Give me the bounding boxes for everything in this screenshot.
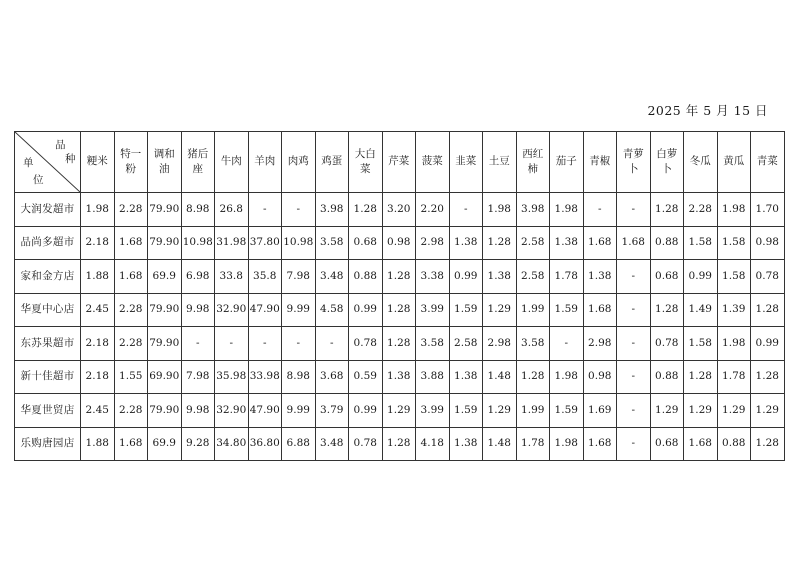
column-header (650, 132, 684, 193)
price-cell: - (215, 327, 249, 361)
price-cell: 1.58 (684, 226, 718, 260)
column-header-label: 芹菜 (388, 155, 410, 168)
column-header-label: 猪后座 (187, 147, 209, 175)
price-cell: 1.29 (684, 394, 718, 428)
corner-label-dan: 单 (23, 157, 34, 169)
store-name-cell: 大润发超市 (15, 193, 81, 227)
store-name-cell: 家和金方店 (15, 260, 81, 294)
price-cell: - (248, 193, 282, 227)
table-row (15, 427, 785, 461)
price-cell: 1.78 (717, 360, 751, 394)
column-header (684, 132, 718, 193)
price-cell: 1.28 (483, 226, 517, 260)
price-cell: 0.78 (751, 260, 785, 294)
price-cell: 0.68 (349, 226, 383, 260)
price-cell: 33.8 (215, 260, 249, 294)
price-cell: 1.29 (650, 394, 684, 428)
store-name-cell: 华夏中心店 (15, 293, 81, 327)
price-cell: 1.39 (717, 293, 751, 327)
price-cell: 1.58 (684, 327, 718, 361)
store-name-cell: 华夏世贸店 (15, 394, 81, 428)
column-header (617, 132, 651, 193)
price-table-body (15, 193, 785, 461)
price-cell: 1.28 (751, 293, 785, 327)
price-cell: 0.68 (650, 427, 684, 461)
price-cell: 79.90 (148, 293, 182, 327)
price-cell: - (617, 360, 651, 394)
column-header-label: 土豆 (488, 155, 510, 168)
column-header (416, 132, 450, 193)
price-cell: 1.38 (449, 360, 483, 394)
column-header (717, 132, 751, 193)
price-cell: 2.18 (81, 226, 115, 260)
price-cell: - (617, 327, 651, 361)
price-cell: 0.78 (349, 327, 383, 361)
price-cell: - (550, 327, 584, 361)
column-header (751, 132, 785, 193)
price-cell: 1.29 (483, 394, 517, 428)
price-cell: 3.58 (416, 327, 450, 361)
price-cell: 1.68 (114, 427, 148, 461)
price-cell: 2.58 (516, 260, 550, 294)
price-cell: 0.98 (751, 226, 785, 260)
column-header-label: 韭菜 (455, 155, 477, 168)
price-cell: 1.88 (81, 260, 115, 294)
price-cell: 2.28 (114, 293, 148, 327)
price-cell: 3.48 (315, 260, 349, 294)
price-cell: 1.38 (550, 226, 584, 260)
report-date: 2025 年 5 月 15 日 (647, 103, 768, 118)
price-cell: 69.9 (148, 427, 182, 461)
price-cell: - (617, 193, 651, 227)
column-header (282, 132, 316, 193)
price-cell: 3.20 (382, 193, 416, 227)
table-row (15, 360, 785, 394)
price-cell: - (617, 293, 651, 327)
column-header-label: 黄瓜 (723, 155, 745, 168)
price-cell: 9.98 (181, 293, 215, 327)
price-cell: 34.80 (215, 427, 249, 461)
table-row (15, 226, 785, 260)
price-cell: 1.28 (382, 327, 416, 361)
column-header-label: 大白菜 (354, 147, 376, 175)
price-cell: 1.98 (550, 193, 584, 227)
price-cell: 1.99 (516, 293, 550, 327)
price-cell: 1.68 (114, 260, 148, 294)
price-cell: 1.98 (483, 193, 517, 227)
price-cell: - (583, 193, 617, 227)
price-cell: 9.99 (282, 394, 316, 428)
price-cell: 1.28 (382, 260, 416, 294)
price-cell: 1.99 (516, 394, 550, 428)
price-cell: 8.98 (282, 360, 316, 394)
price-cell: - (282, 327, 316, 361)
price-cell: 79.90 (148, 193, 182, 227)
price-cell: 0.78 (650, 327, 684, 361)
column-header-label: 鸡蛋 (321, 155, 343, 168)
price-cell: 1.38 (449, 427, 483, 461)
column-header (81, 132, 115, 193)
price-cell: 7.98 (282, 260, 316, 294)
price-cell: 1.55 (114, 360, 148, 394)
price-cell: 4.18 (416, 427, 450, 461)
price-cell: 9.98 (181, 394, 215, 428)
column-header-label: 茄子 (555, 155, 577, 168)
price-cell: 1.59 (449, 293, 483, 327)
price-cell: 3.58 (315, 226, 349, 260)
price-cell: 3.99 (416, 394, 450, 428)
price-cell: 1.38 (382, 360, 416, 394)
price-cell: 2.98 (583, 327, 617, 361)
price-cell: 1.48 (483, 427, 517, 461)
column-header-label: 白萝卜 (656, 147, 678, 175)
price-cell: 2.98 (416, 226, 450, 260)
price-cell: 1.68 (583, 293, 617, 327)
price-cell: 3.98 (315, 193, 349, 227)
column-header-label: 调和油 (153, 147, 175, 175)
corner-label-zhong: 种 (65, 153, 76, 165)
column-header (248, 132, 282, 193)
price-cell: 1.28 (382, 427, 416, 461)
price-cell: 1.58 (717, 226, 751, 260)
price-cell: 1.78 (516, 427, 550, 461)
price-cell: - (315, 327, 349, 361)
price-cell: 2.20 (416, 193, 450, 227)
price-cell: 1.38 (449, 226, 483, 260)
price-cell: 0.98 (583, 360, 617, 394)
corner-label-pin: 品 (55, 139, 66, 151)
price-cell: 32.90 (215, 293, 249, 327)
price-cell: 3.38 (416, 260, 450, 294)
price-cell: 0.59 (349, 360, 383, 394)
price-cell: 47.90 (248, 394, 282, 428)
column-header-label: 羊肉 (254, 155, 276, 168)
price-cell: 2.28 (114, 327, 148, 361)
price-cell: 1.29 (483, 293, 517, 327)
price-cell: 3.88 (416, 360, 450, 394)
price-cell: 0.68 (650, 260, 684, 294)
price-cell: 1.68 (583, 427, 617, 461)
price-cell: - (248, 327, 282, 361)
price-cell: 1.68 (114, 226, 148, 260)
price-cell: 1.28 (751, 427, 785, 461)
price-cell: 1.28 (382, 293, 416, 327)
price-cell: 3.58 (516, 327, 550, 361)
price-cell: 0.88 (650, 360, 684, 394)
price-cell: 1.28 (751, 360, 785, 394)
store-name-cell: 新十佳超市 (15, 360, 81, 394)
column-header-label: 青椒 (589, 155, 611, 168)
price-cell: 0.88 (650, 226, 684, 260)
price-cell: - (617, 427, 651, 461)
price-cell: 9.28 (181, 427, 215, 461)
price-cell: 69.9 (148, 260, 182, 294)
price-cell: 1.59 (449, 394, 483, 428)
price-cell: 32.90 (215, 394, 249, 428)
price-cell: 79.90 (148, 394, 182, 428)
column-header (583, 132, 617, 193)
price-cell: - (617, 394, 651, 428)
column-header-label: 冬瓜 (689, 155, 711, 168)
column-header (215, 132, 249, 193)
price-cell: 1.29 (382, 394, 416, 428)
store-name-cell: 品尚多超市 (15, 226, 81, 260)
price-cell: 1.98 (717, 327, 751, 361)
header-row (15, 132, 785, 193)
price-cell: 36.80 (248, 427, 282, 461)
price-cell: 1.70 (751, 193, 785, 227)
price-cell: 1.78 (550, 260, 584, 294)
price-cell: 2.28 (114, 193, 148, 227)
price-cell: - (449, 193, 483, 227)
price-cell: 1.58 (717, 260, 751, 294)
table-row (15, 260, 785, 294)
price-cell: 1.68 (583, 226, 617, 260)
price-cell: 1.98 (550, 427, 584, 461)
column-header (483, 132, 517, 193)
price-cell: 3.79 (315, 394, 349, 428)
price-cell: 2.98 (483, 327, 517, 361)
price-cell: - (181, 327, 215, 361)
column-header-label: 青菜 (756, 155, 778, 168)
column-header (181, 132, 215, 193)
price-cell: 1.59 (550, 293, 584, 327)
price-cell: 1.28 (349, 193, 383, 227)
price-cell: 0.99 (684, 260, 718, 294)
column-header-label: 肉鸡 (287, 155, 309, 168)
price-cell: 1.28 (650, 193, 684, 227)
price-cell: 0.99 (349, 293, 383, 327)
price-cell: 10.98 (282, 226, 316, 260)
price-cell: 3.98 (516, 193, 550, 227)
table-row (15, 394, 785, 428)
column-header (382, 132, 416, 193)
price-cell: 37.80 (248, 226, 282, 260)
column-header (148, 132, 182, 193)
price-cell: 1.88 (81, 427, 115, 461)
price-cell: 33.98 (248, 360, 282, 394)
column-header-label: 特一粉 (120, 147, 142, 175)
price-cell: - (282, 193, 316, 227)
price-cell: 0.88 (349, 260, 383, 294)
price-cell: 1.69 (583, 394, 617, 428)
price-cell: 2.18 (81, 360, 115, 394)
store-name-cell: 乐购唐园店 (15, 427, 81, 461)
price-cell: 69.90 (148, 360, 182, 394)
price-cell: 2.45 (81, 293, 115, 327)
price-cell: 0.98 (382, 226, 416, 260)
price-cell: 35.8 (248, 260, 282, 294)
corner-header-cell (15, 132, 81, 193)
price-cell: 31.98 (215, 226, 249, 260)
column-header-label: 牛肉 (220, 155, 242, 168)
price-cell: 1.28 (516, 360, 550, 394)
table-row (15, 293, 785, 327)
price-cell: 1.98 (550, 360, 584, 394)
price-cell: 6.98 (181, 260, 215, 294)
price-cell: 1.68 (617, 226, 651, 260)
price-cell: 3.99 (416, 293, 450, 327)
price-cell: 1.29 (751, 394, 785, 428)
column-header (550, 132, 584, 193)
price-cell: 1.59 (550, 394, 584, 428)
price-cell: 35.98 (215, 360, 249, 394)
price-cell: 0.99 (449, 260, 483, 294)
price-cell: 1.38 (583, 260, 617, 294)
price-cell: 1.68 (684, 427, 718, 461)
price-cell: 1.38 (483, 260, 517, 294)
price-cell: 8.98 (181, 193, 215, 227)
price-cell: 2.58 (516, 226, 550, 260)
column-header-label: 粳米 (86, 155, 108, 168)
price-cell: 10.98 (181, 226, 215, 260)
price-cell: 2.45 (81, 394, 115, 428)
store-name-cell: 东苏果超市 (15, 327, 81, 361)
price-cell: 1.49 (684, 293, 718, 327)
price-cell: 7.98 (181, 360, 215, 394)
price-cell: 1.48 (483, 360, 517, 394)
price-cell: 2.28 (684, 193, 718, 227)
price-cell: 1.29 (717, 394, 751, 428)
column-header (449, 132, 483, 193)
price-cell: 2.58 (449, 327, 483, 361)
price-cell: 47.90 (248, 293, 282, 327)
column-header-label: 青萝卜 (622, 147, 644, 175)
price-cell: 4.58 (315, 293, 349, 327)
column-header (114, 132, 148, 193)
table-row (15, 193, 785, 227)
price-cell: 1.98 (717, 193, 751, 227)
price-cell: 26.8 (215, 193, 249, 227)
price-table (14, 131, 785, 461)
price-cell: 1.98 (81, 193, 115, 227)
price-cell: - (617, 260, 651, 294)
price-cell: 1.28 (684, 360, 718, 394)
column-header (315, 132, 349, 193)
price-cell: 2.18 (81, 327, 115, 361)
price-cell: 6.88 (282, 427, 316, 461)
column-header-label: 菠菜 (421, 155, 443, 168)
price-cell: 79.90 (148, 226, 182, 260)
price-cell: 3.68 (315, 360, 349, 394)
column-header-label: 西红柿 (522, 147, 544, 175)
price-cell: 0.88 (717, 427, 751, 461)
table-row (15, 327, 785, 361)
column-header (349, 132, 383, 193)
price-cell: 1.28 (650, 293, 684, 327)
price-cell: 0.99 (349, 394, 383, 428)
price-cell: 9.99 (282, 293, 316, 327)
price-cell: 2.28 (114, 394, 148, 428)
price-cell: 0.78 (349, 427, 383, 461)
corner-label-wei: 位 (33, 174, 44, 186)
column-header (516, 132, 550, 193)
price-cell: 79.90 (148, 327, 182, 361)
price-cell: 0.99 (751, 327, 785, 361)
price-cell: 3.48 (315, 427, 349, 461)
